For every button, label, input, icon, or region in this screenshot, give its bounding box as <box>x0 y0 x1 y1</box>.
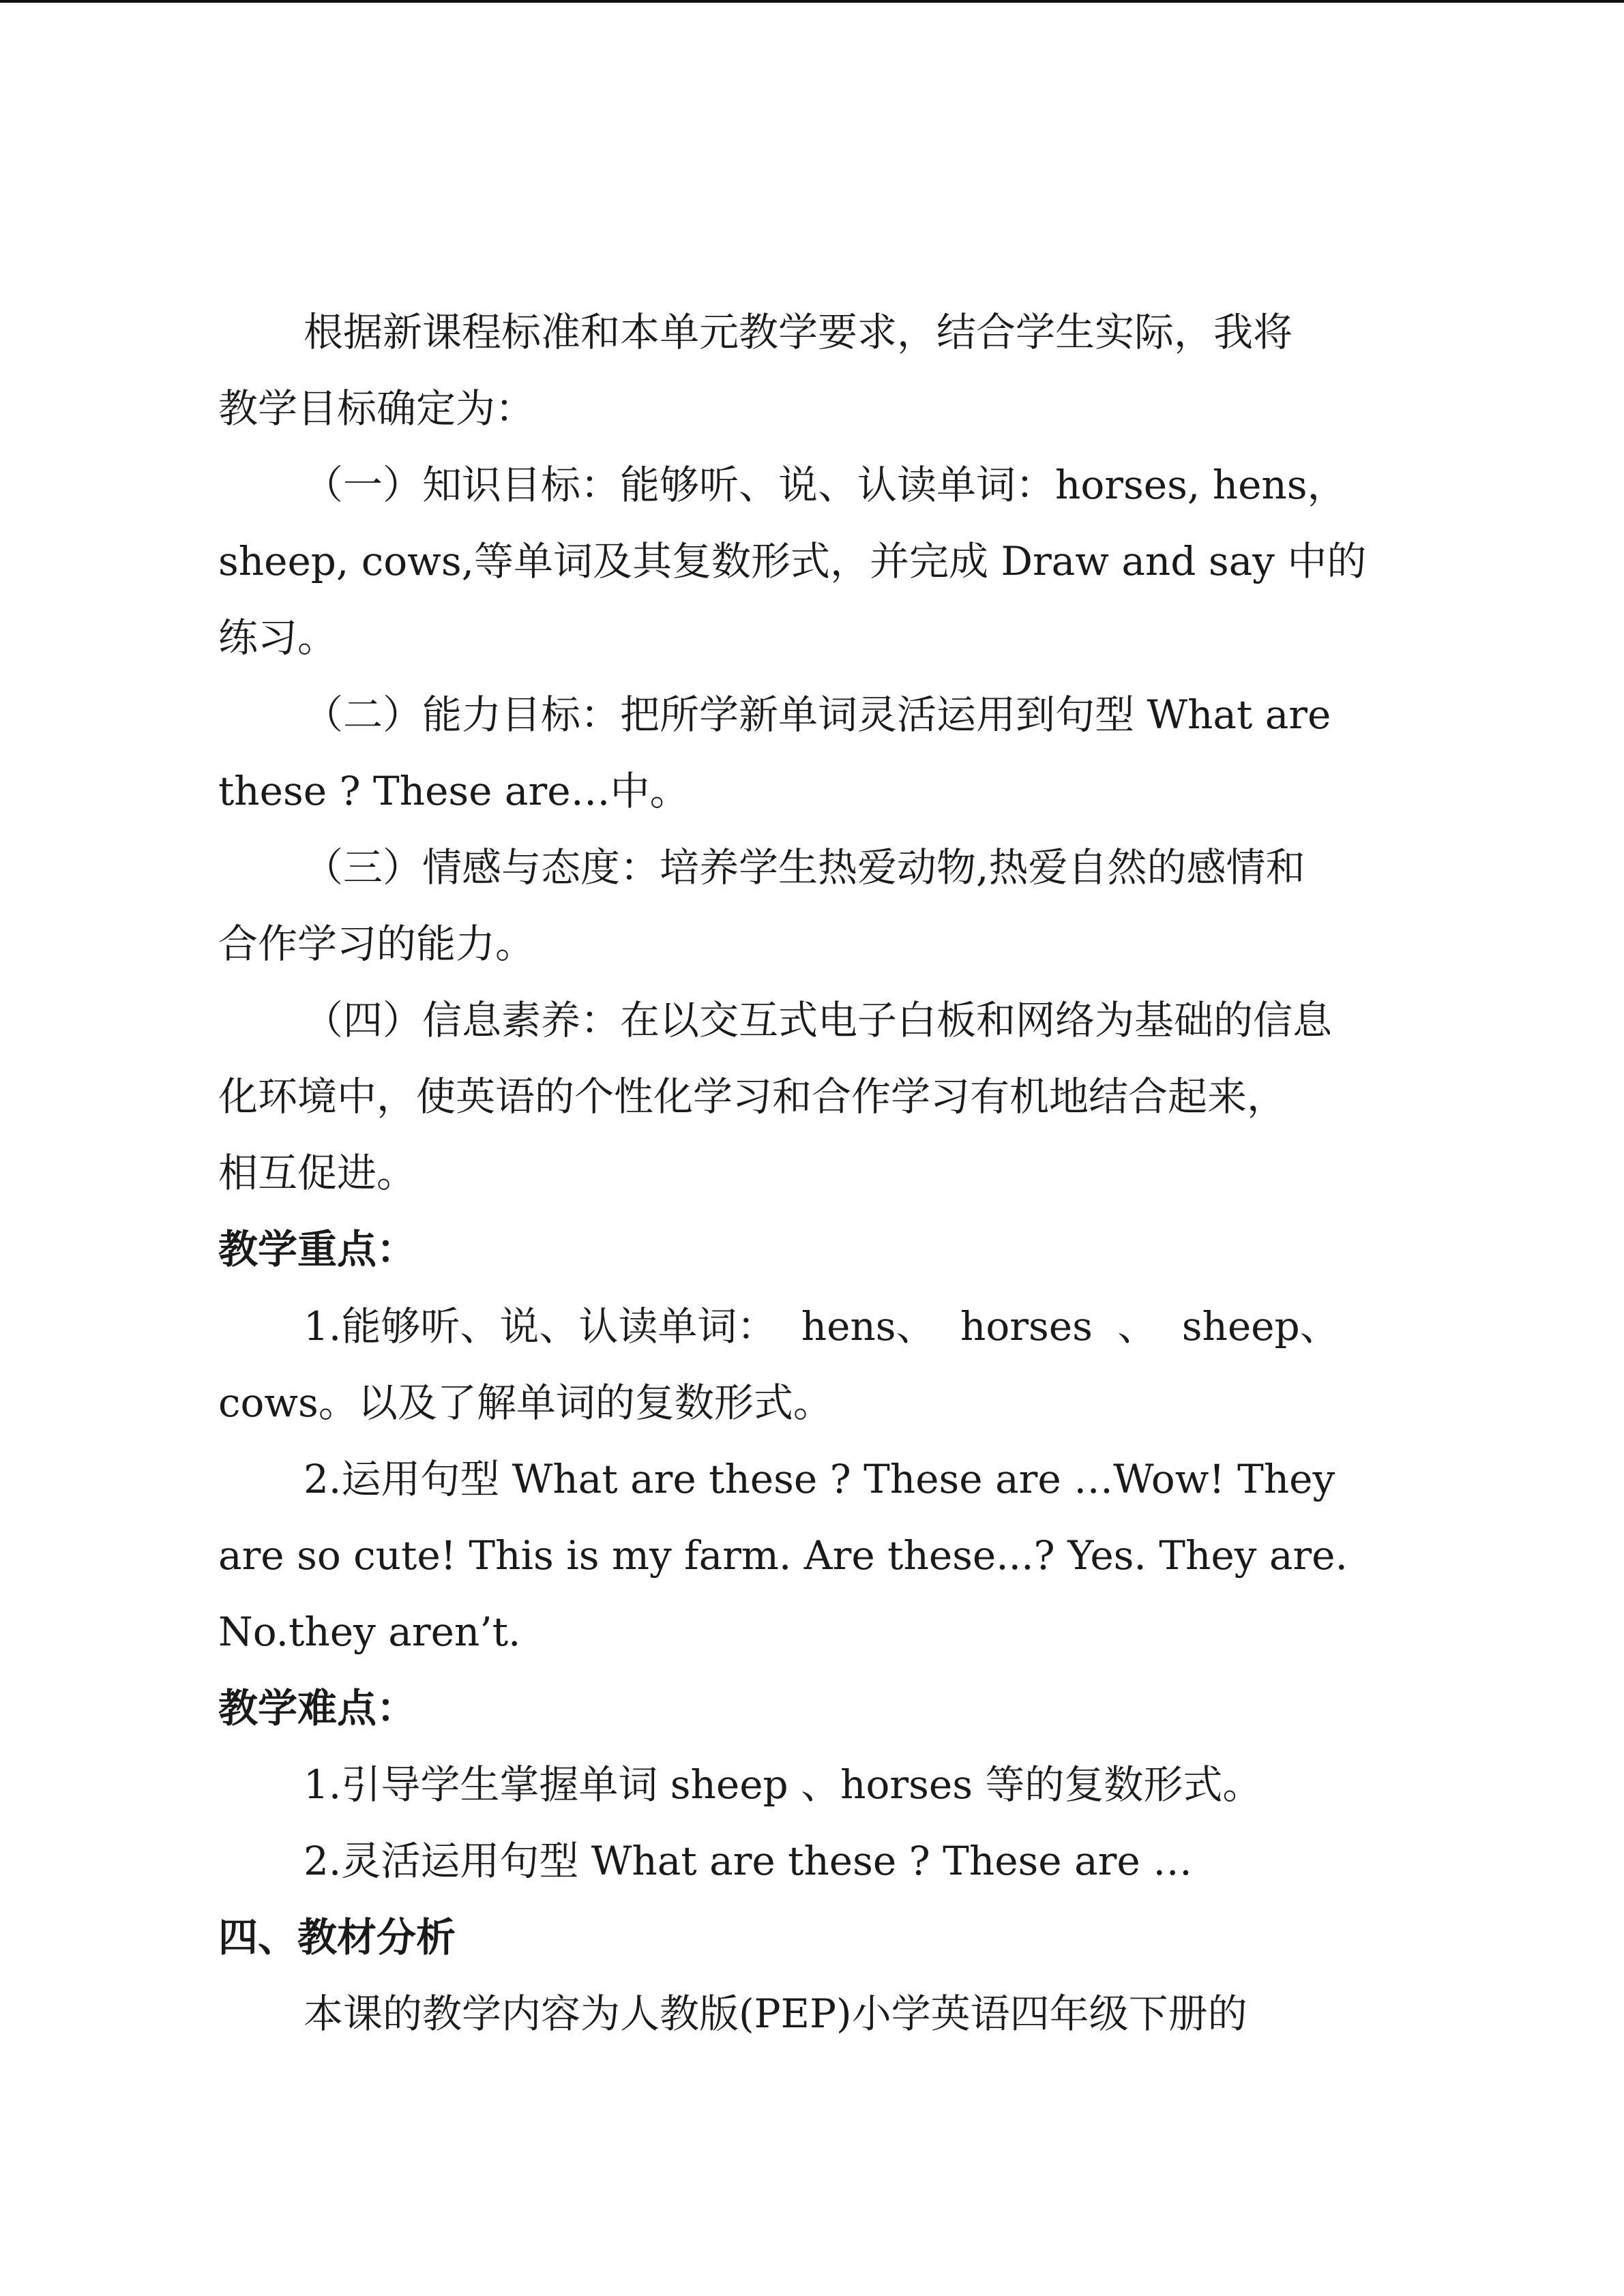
difficulty-1: 1.引导学生掌握单词 sheep 、horses 等的复数形式。 <box>304 1761 1263 1808</box>
ability-goal-line-2: these ? These are…中。 <box>218 768 690 814</box>
knowledge-goal-line-3: 练习。 <box>218 614 338 661</box>
key-point-1-line-2: cows。以及了解单词的复数形式。 <box>218 1380 833 1426</box>
section-heading-material-analysis: 四、教材分析 <box>218 1914 456 1960</box>
info-literacy-line-3: 相互促进。 <box>218 1150 417 1196</box>
material-analysis-line-1: 本课的教学内容为人教版(PEP)小学英语四年级下册的 <box>304 1991 1247 2037</box>
knowledge-goal-line-1: （一）知识目标：能够听、说、认读单词：horses, hens， <box>304 462 1347 508</box>
info-literacy-line-1: （四）信息素养：在以交互式电子白板和网络为基础的信息 <box>304 997 1333 1043</box>
difficulty-2: 2.灵活运用句型 What are these ? These are … <box>304 1838 1193 1884</box>
info-literacy-line-2: 化环境中，使英语的个性化学习和合作学习有机地结合起来， <box>218 1073 1287 1120</box>
key-point-1-line-1: 1.能够听、说、认读单词： hens、 horses 、 sheep、 <box>304 1303 1340 1350</box>
key-point-2-line-2: are so cute! This is my farm. Are these...? Yes. They are. <box>218 1532 1348 1579</box>
ability-goal-line-1: （二）能力目标：把所学新单词灵活运用到句型 What are <box>304 691 1331 738</box>
section-heading-key-points: 教学重点： <box>218 1226 417 1272</box>
key-point-2-line-3: No.they aren’t. <box>218 1609 521 1655</box>
paragraph-intro-line-2: 教学目标确定为： <box>218 385 535 432</box>
section-heading-difficulties: 教学难点： <box>218 1685 417 1731</box>
paragraph-intro-line-1: 根据新课程标准和本单元教学要求，结合学生实际，我将 <box>304 309 1293 355</box>
knowledge-goal-line-2: sheep, cows,等单词及其复数形式，并完成 Draw and say 中的 <box>218 538 1367 584</box>
key-point-2-line-1: 2.运用句型 What are these ? These are …Wow! They <box>304 1456 1335 1502</box>
attitude-goal-line-2: 合作学习的能力。 <box>218 921 535 967</box>
attitude-goal-line-1: （三）情感与态度：培养学生热爱动物,热爱自然的感情和 <box>304 844 1305 891</box>
